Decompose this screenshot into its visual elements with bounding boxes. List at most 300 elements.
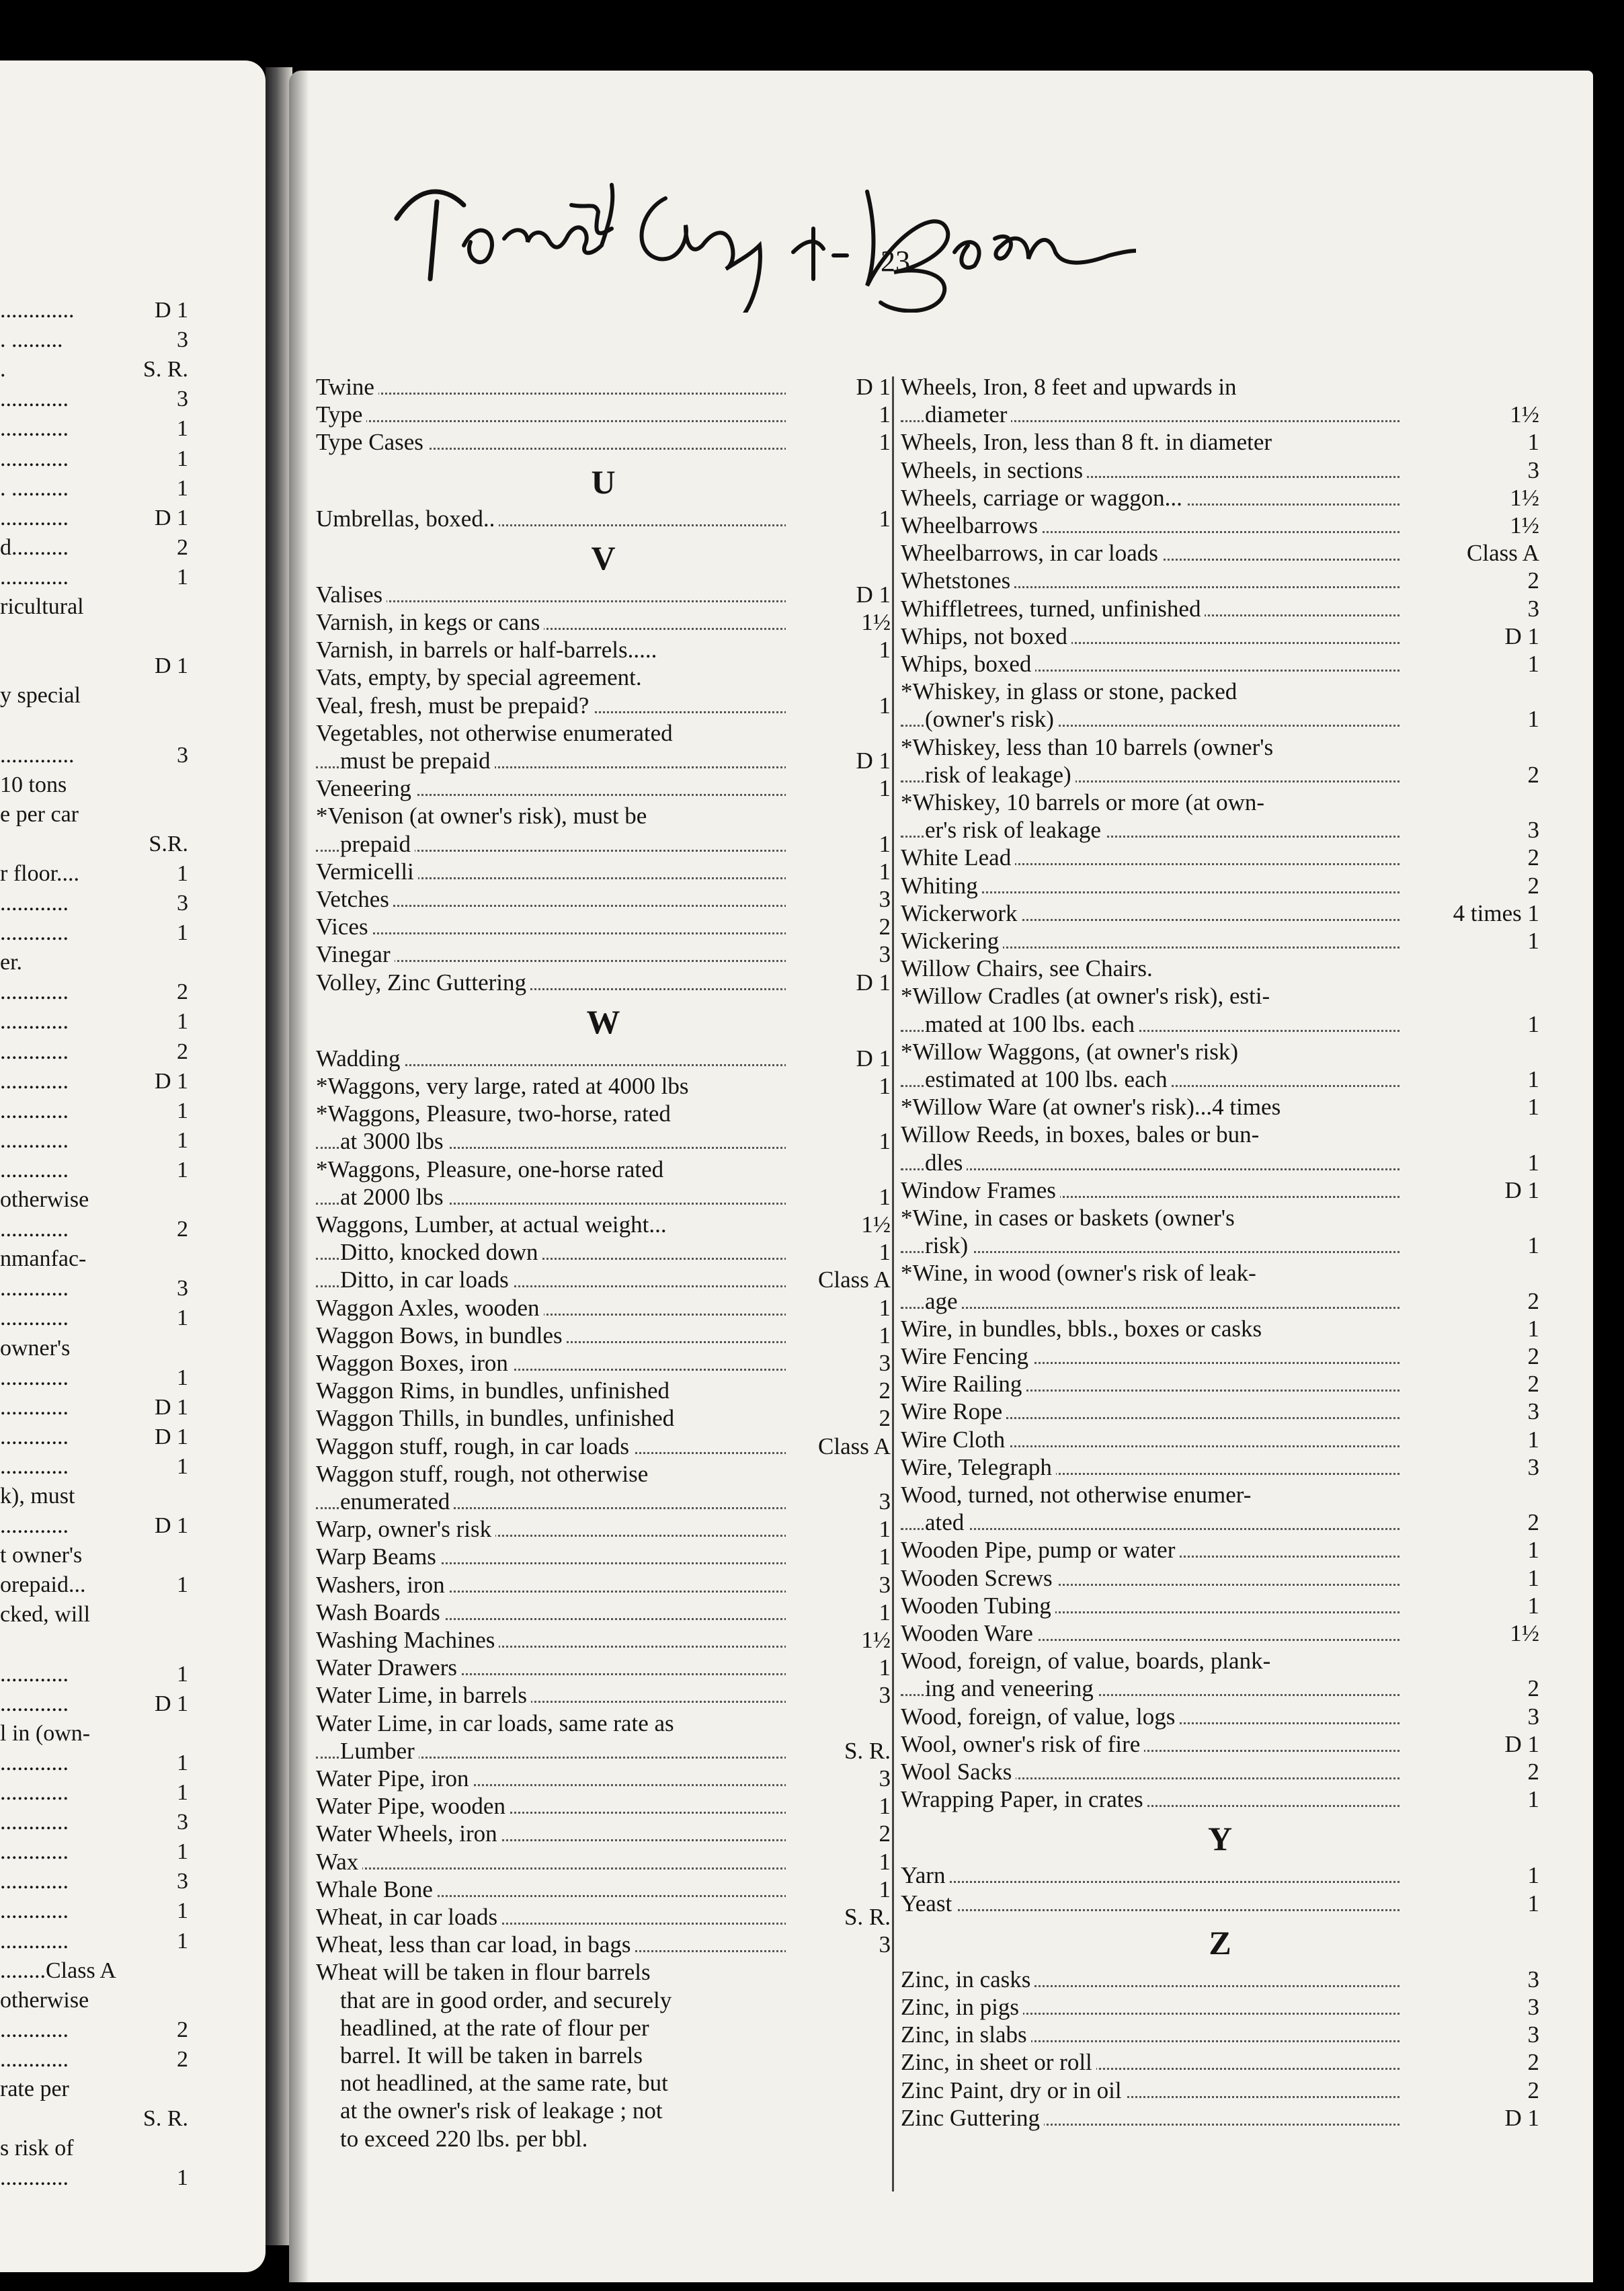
index-entry xyxy=(901,899,1539,928)
entry-text: Wooden Screws xyxy=(901,1564,1057,1593)
entry-text: to exceed 220 lbs. per bbl. xyxy=(340,2125,592,2153)
entry-text: mated at 100 lbs. each xyxy=(925,1010,1139,1039)
entry-text: Whetstones xyxy=(901,567,1014,595)
entry-class: 2 xyxy=(1401,761,1539,789)
left-fragment-value: S.R. xyxy=(149,831,188,856)
entry-class: 1½ xyxy=(786,608,891,637)
left-fragment-text: er. xyxy=(0,950,23,975)
entry-text: that are in good order, and securely xyxy=(340,1986,676,2015)
entry-text: *Venison (at owner's risk), must be xyxy=(316,802,651,830)
left-fragment-text: ............ xyxy=(0,891,69,916)
entry-class: 1½ xyxy=(1401,401,1539,429)
index-entry xyxy=(316,747,891,775)
index-entry xyxy=(316,1986,891,2015)
index-entry xyxy=(901,2104,1539,2132)
entry-class: D 1 xyxy=(786,581,891,609)
left-fragment-value: 3 xyxy=(177,891,188,916)
entry-text: Waggons, Lumber, at actual weight... xyxy=(316,1211,671,1239)
left-fragment-text: y special xyxy=(0,683,81,709)
entry-text: Whiting xyxy=(901,872,982,900)
index-entry xyxy=(316,1571,891,1599)
entry-class: D 1 xyxy=(786,969,891,997)
entry-class: 3 xyxy=(1401,1453,1539,1482)
entry-class: 2 xyxy=(786,1377,891,1405)
entry-text: Whale Bone xyxy=(316,1876,437,1904)
left-fragment-value: 1 xyxy=(177,1780,188,1805)
entry-text: Zinc, in sheet or roll xyxy=(901,2048,1096,2077)
left-fragment-row xyxy=(0,504,195,533)
entry-text: Wheels, Iron, 8 feet and upwards in xyxy=(901,373,1241,401)
index-entry xyxy=(901,1481,1539,1509)
index-entry xyxy=(316,2069,891,2097)
entry-text: Vats, empty, by special agreement. xyxy=(316,664,646,692)
left-fragment-row xyxy=(0,2075,195,2104)
entry-text: Wood, foreign, of value, boards, plank- xyxy=(901,1647,1274,1675)
entry-text: *Waggons, Pleasure, one-horse rated xyxy=(316,1156,667,1184)
entry-text: *Wine, in wood (owner's risk of leak- xyxy=(901,1259,1260,1287)
left-fragment-row xyxy=(0,1274,195,1303)
section-letter: Z xyxy=(1209,1923,1231,1962)
left-fragment-row xyxy=(0,1452,195,1482)
entry-class: D 1 xyxy=(1401,622,1539,651)
entry-class: 2 xyxy=(1401,1342,1539,1371)
index-entry xyxy=(901,2048,1539,2077)
left-fragment-value: 2 xyxy=(177,2046,188,2072)
left-fragment-row xyxy=(0,1422,195,1452)
left-fragment-row xyxy=(0,1037,195,1067)
index-entry xyxy=(901,1204,1539,1232)
left-fragment-value: D 1 xyxy=(154,653,188,679)
left-fragment-text: ............ xyxy=(0,1039,69,1064)
entry-class: 3 xyxy=(1401,1703,1539,1731)
entry-text: at 2000 lbs xyxy=(340,1183,448,1211)
entry-text: ing and veneering xyxy=(925,1675,1098,1703)
left-fragment-text: ............ xyxy=(0,2165,69,2191)
left-fragment-value: 1 xyxy=(177,475,188,501)
index-entry xyxy=(901,1564,1539,1593)
left-fragment-value: 1 xyxy=(177,1750,188,1775)
index-entry xyxy=(901,733,1539,762)
left-fragment-text: ............ xyxy=(0,1365,69,1390)
left-fragment-value: 1 xyxy=(177,920,188,946)
left-fragment-text: ............ xyxy=(0,920,69,946)
index-entry xyxy=(901,1259,1539,1287)
entry-class: D 1 xyxy=(1401,2104,1539,2132)
entry-class: 1 xyxy=(1401,650,1539,678)
index-entry xyxy=(901,844,1539,872)
entry-text: Wooden Ware xyxy=(901,1619,1037,1648)
entry-class: D 1 xyxy=(1401,1176,1539,1205)
entry-class: 3 xyxy=(786,1931,891,1959)
index-entry xyxy=(901,1993,1539,2021)
entry-class: 1 xyxy=(786,1848,891,1876)
left-fragment-text: ............ xyxy=(0,1810,69,1835)
index-entry xyxy=(901,595,1539,623)
index-entry xyxy=(901,761,1539,789)
left-fragment-text: ............ xyxy=(0,1424,69,1449)
index-entry xyxy=(316,1488,891,1516)
book-gutter xyxy=(266,67,292,2245)
entry-class: 3 xyxy=(786,1488,891,1516)
left-fragment-row xyxy=(0,533,195,563)
left-fragment-text: ............ xyxy=(0,1453,69,1479)
entry-text: Wheels, Iron, less than 8 ft. in diameter xyxy=(901,428,1276,456)
entry-class: 1½ xyxy=(1401,1619,1539,1648)
entry-class: 3 xyxy=(786,885,891,914)
left-fragment-value: 1 xyxy=(177,1661,188,1687)
entry-class: 1 xyxy=(786,830,891,858)
entry-class: D 1 xyxy=(786,747,891,775)
index-entry xyxy=(316,1626,891,1654)
entry-text: risk) xyxy=(925,1232,972,1260)
entry-text: Zinc, in pigs xyxy=(901,1993,1023,2021)
entry-class: 3 xyxy=(1401,456,1539,485)
left-fragment-value: D 1 xyxy=(154,1394,188,1420)
left-fragment-text: . xyxy=(0,357,6,383)
entry-class: 3 xyxy=(1401,2021,1539,2049)
entry-class: 1 xyxy=(786,1183,891,1211)
left-fragment-text: cked, will xyxy=(0,1602,91,1627)
index-entry xyxy=(316,1183,891,1211)
index-entry xyxy=(901,622,1539,651)
entry-class: 3 xyxy=(786,1765,891,1793)
left-fragment-row xyxy=(0,1986,195,2015)
entry-class: 4 times 1 xyxy=(1401,899,1539,928)
entry-text: Wickering xyxy=(901,927,1003,955)
left-fragment-value: 1 xyxy=(177,1898,188,1924)
entry-text: headlined, at the rate of flour per xyxy=(340,2014,653,2042)
entry-text: Zinc, in casks xyxy=(901,1966,1034,1994)
entry-text: Wire Cloth xyxy=(901,1426,1009,1454)
entry-text: dles xyxy=(925,1149,967,1177)
left-fragment-text: e per car xyxy=(0,801,79,827)
left-fragment-value: 1 xyxy=(177,1839,188,1865)
entry-class: Class A xyxy=(786,1266,891,1294)
entry-class: 1 xyxy=(786,505,891,533)
index-entry xyxy=(316,1876,891,1904)
entry-class: 2 xyxy=(786,1820,891,1848)
entry-text: (owner's risk) xyxy=(925,705,1058,733)
entry-text: Varnish, in kegs or cans xyxy=(316,608,544,637)
left-fragment-text: otherwise xyxy=(0,1187,89,1212)
entry-class: 1 xyxy=(786,401,891,429)
left-fragment-row xyxy=(0,1482,195,1511)
index-entry xyxy=(316,969,891,997)
left-fragment-row xyxy=(0,1808,195,1837)
index-entry xyxy=(316,1820,891,1848)
index-entry xyxy=(901,1536,1539,1564)
left-fragment-value: 3 xyxy=(177,327,188,353)
index-entry xyxy=(901,1149,1539,1177)
left-fragment-value: 2 xyxy=(177,534,188,560)
entry-text: Waggon Axles, wooden xyxy=(316,1294,544,1322)
entry-text: Wood, foreign, of value, logs xyxy=(901,1703,1179,1731)
left-fragment-row xyxy=(0,1156,195,1185)
index-entry xyxy=(901,1121,1539,1149)
entry-text: Water Lime, in barrels xyxy=(316,1681,531,1710)
index-entry xyxy=(316,1349,891,1377)
entry-class: 1 xyxy=(1401,1785,1539,1814)
index-entry xyxy=(901,1785,1539,1814)
index-entry xyxy=(901,650,1539,678)
left-fragment-text: ............ xyxy=(0,1305,69,1331)
left-fragment-value: 1 xyxy=(177,1127,188,1153)
dot-leader xyxy=(316,420,844,422)
dot-leader xyxy=(316,932,844,934)
left-fragment-text: ............ xyxy=(0,2017,69,2042)
left-fragment-row xyxy=(0,1630,195,1660)
entry-text: *Willow Cradles (at owner's risk), esti- xyxy=(901,982,1274,1010)
index-entry xyxy=(901,1010,1539,1039)
entry-text: at 3000 lbs xyxy=(340,1127,448,1156)
entry-text: Wash Boards xyxy=(316,1599,444,1627)
left-fragment-value: 1 xyxy=(177,1453,188,1479)
entry-text: Wire, Telegraph xyxy=(901,1453,1056,1482)
entry-class: S. R. xyxy=(786,1903,891,1931)
entry-text: Wire Fencing xyxy=(901,1342,1032,1371)
entry-class: 1 xyxy=(786,1515,891,1543)
dot-leader xyxy=(901,1881,1486,1883)
left-fragment-value: 2 xyxy=(177,2017,188,2042)
left-fragment-text: d.......... xyxy=(0,534,69,560)
left-fragment-text: ............ xyxy=(0,1750,69,1775)
index-entry xyxy=(901,1966,1539,1994)
left-fragment-row xyxy=(0,1303,195,1333)
entry-class: 1 xyxy=(1401,1536,1539,1564)
entry-text: not headlined, at the same rate, but xyxy=(340,2069,672,2097)
entry-text: Water Wheels, iron xyxy=(316,1820,501,1848)
left-fragment-text: r floor.... xyxy=(0,860,80,886)
entry-class: 1 xyxy=(1401,1564,1539,1593)
entry-class: 1 xyxy=(786,1072,891,1100)
entry-text: Zinc Paint, dry or in oil xyxy=(901,2077,1126,2105)
entry-text: Vinegar xyxy=(316,940,395,969)
entry-text: Wickerwork xyxy=(901,899,1022,928)
entry-class: 1½ xyxy=(1401,484,1539,512)
entry-class: 1 xyxy=(786,1876,891,1904)
index-entry xyxy=(901,1398,1539,1426)
left-fragment-value: S. R. xyxy=(143,357,188,383)
left-fragment-row xyxy=(0,2163,195,2193)
index-entry xyxy=(901,1703,1539,1731)
index-entry xyxy=(316,373,891,401)
index-entry xyxy=(316,2014,891,2042)
entry-text: Wheels, in sections xyxy=(901,456,1087,485)
index-entry xyxy=(316,1737,891,1765)
index-entry xyxy=(316,1294,891,1322)
index-entry xyxy=(901,1232,1539,1260)
left-fragment-value: 1 xyxy=(177,1009,188,1035)
left-fragment-row xyxy=(0,1689,195,1719)
dot-leader xyxy=(901,1307,1486,1309)
entry-class: 2 xyxy=(1401,1287,1539,1316)
entry-text: Whiffletrees, turned, unfinished xyxy=(901,595,1205,623)
index-entry xyxy=(901,1890,1539,1918)
left-fragment-value: S. R. xyxy=(143,2106,188,2132)
index-entry xyxy=(316,1156,891,1184)
entry-class: 1 xyxy=(1401,1093,1539,1121)
left-fragment-text: ............ xyxy=(0,1068,69,1094)
index-entry xyxy=(901,1093,1539,1121)
left-fragment-row xyxy=(0,977,195,1007)
entry-text: Waggon stuff, rough, in car loads xyxy=(316,1433,633,1461)
entry-text: Wax xyxy=(316,1848,362,1876)
entry-class: 1 xyxy=(786,1322,891,1350)
index-entry xyxy=(316,1266,891,1294)
left-fragment-text: ............ xyxy=(0,1691,69,1716)
left-fragment-value: 3 xyxy=(177,1869,188,1894)
entry-text: Warp Beams xyxy=(316,1543,440,1571)
left-fragment-value: 1 xyxy=(177,860,188,886)
left-fragment-row xyxy=(0,1393,195,1422)
index-entry xyxy=(901,1315,1539,1343)
entry-class: 1 xyxy=(1401,705,1539,733)
entry-text: at the owner's risk of leakage ; not xyxy=(340,2097,667,2125)
left-fragment-row xyxy=(0,889,195,918)
entry-text: Vetches xyxy=(316,885,393,914)
entry-class: 1 xyxy=(786,858,891,886)
index-entry xyxy=(316,1903,891,1931)
index-entry xyxy=(316,1515,891,1543)
dot-leader xyxy=(316,1867,844,1870)
left-fragment-row xyxy=(0,859,195,889)
left-fragment-row xyxy=(0,1511,195,1541)
entry-class: 1 xyxy=(786,636,891,664)
left-fragment-text: ............ xyxy=(0,1098,69,1123)
entry-text: Yeast xyxy=(901,1890,956,1918)
left-fragment-text: ............. xyxy=(0,742,75,768)
section-letter: V xyxy=(591,538,616,577)
left-fragment-value: 1 xyxy=(177,1098,188,1123)
left-fragment-text: ricultural xyxy=(0,594,84,619)
entry-class: 2 xyxy=(1401,2077,1539,2105)
index-entry xyxy=(316,2042,891,2070)
entry-text: Waggon Bows, in bundles xyxy=(316,1322,567,1350)
entry-class: 1 xyxy=(1401,1010,1539,1039)
entry-text: Type Cases xyxy=(316,428,428,456)
entry-text: Willow Chairs, see Chairs. xyxy=(901,955,1157,983)
entry-text: Vegetables, not otherwise enumerated xyxy=(316,719,677,748)
index-entry xyxy=(901,927,1539,955)
left-fragment-text: s risk of xyxy=(0,2136,74,2161)
left-fragment-row xyxy=(0,681,195,711)
left-fragment-text: 10 tons xyxy=(0,772,67,797)
left-fragment-text: . .......... xyxy=(0,475,69,501)
left-fragment-value: 2 xyxy=(177,1039,188,1064)
entry-class: 2 xyxy=(1401,1758,1539,1786)
entry-text: Veal, fresh, must be prepaid? xyxy=(316,692,593,720)
left-fragment-value: 3 xyxy=(177,1810,188,1835)
left-fragment-value: 1 xyxy=(177,564,188,590)
index-entry xyxy=(316,608,891,637)
left-fragment-text: ............ xyxy=(0,1513,69,1539)
index-entry xyxy=(316,428,891,456)
entry-text: Whips, boxed xyxy=(901,650,1035,678)
left-fragment-text: ............. xyxy=(0,298,75,323)
entry-class: 2 xyxy=(1401,844,1539,872)
left-fragment-text: ............ xyxy=(0,1661,69,1687)
entry-class: 1 xyxy=(1401,1066,1539,1094)
entry-text: Ditto, knocked down xyxy=(340,1238,542,1267)
left-fragment-row xyxy=(0,1896,195,1926)
entry-text: Ditto, in car loads xyxy=(340,1266,513,1294)
index-entry xyxy=(901,1342,1539,1371)
index-entry xyxy=(901,428,1539,456)
index-entry xyxy=(901,484,1539,512)
left-fragment-value: 1 xyxy=(177,1572,188,1598)
index-entry xyxy=(316,1404,891,1433)
index-entry xyxy=(901,1730,1539,1759)
index-entry xyxy=(316,1848,891,1876)
index-entry xyxy=(901,1426,1539,1454)
left-fragment-text: t owner's xyxy=(0,1543,83,1568)
left-fragment-row xyxy=(0,1215,195,1244)
index-entry xyxy=(316,1127,891,1156)
left-fragment-row xyxy=(0,1867,195,1896)
left-fragment-row xyxy=(0,1956,195,1986)
left-fragment-value: D 1 xyxy=(154,1424,188,1449)
left-fragment-row xyxy=(0,1660,195,1689)
entry-class: 1 xyxy=(1401,1890,1539,1918)
index-entry xyxy=(316,636,891,664)
page-number: 23 xyxy=(881,245,910,278)
index-entry xyxy=(901,512,1539,540)
dot-leader xyxy=(316,960,844,962)
entry-text: Zinc Guttering xyxy=(901,2104,1044,2132)
left-fragment-row xyxy=(0,355,195,385)
left-fragment-row xyxy=(0,414,195,444)
entry-text: Type xyxy=(316,401,366,429)
index-entry xyxy=(901,1066,1539,1094)
entry-class: D 1 xyxy=(786,1045,891,1073)
index-entry xyxy=(316,1433,891,1461)
entry-class: 2 xyxy=(786,1404,891,1433)
index-entry xyxy=(316,692,891,720)
index-entry xyxy=(316,802,891,830)
entry-class: D 1 xyxy=(786,373,891,401)
section-letter: W xyxy=(586,1002,620,1041)
entry-text: Waggon stuff, rough, not otherwise xyxy=(316,1460,652,1488)
entry-text: Washers, iron xyxy=(316,1571,449,1599)
left-fragment-value: 1 xyxy=(177,1928,188,1954)
entry-text: Twine xyxy=(316,373,378,401)
left-fragment-text: ............ xyxy=(0,1009,69,1035)
entry-class: 1 xyxy=(786,1238,891,1267)
entry-text: Zinc, in slabs xyxy=(901,2021,1031,2049)
page-23 xyxy=(289,71,1593,2282)
left-fragment-row xyxy=(0,622,195,651)
index-entry xyxy=(316,401,891,429)
left-fragment-row xyxy=(0,474,195,504)
index-entry xyxy=(316,1072,891,1100)
entry-text: Washing Machines xyxy=(316,1626,499,1654)
entry-text: White Lead xyxy=(901,844,1015,872)
left-fragment-text: k), must xyxy=(0,1484,75,1509)
entry-class: 3 xyxy=(786,1571,891,1599)
index-entry xyxy=(316,858,891,886)
index-entry xyxy=(901,1592,1539,1620)
index-entry xyxy=(316,774,891,803)
left-fragment-text: nmanfac- xyxy=(0,1246,87,1272)
left-fragment-text: ............ xyxy=(0,446,69,471)
entry-text: Wheat will be taken in flour barrels xyxy=(316,1958,655,1986)
index-entry xyxy=(316,581,891,609)
entry-text: Wheelbarrows xyxy=(901,512,1042,540)
left-fragment-row xyxy=(0,2134,195,2163)
entry-text: Whips, not boxed xyxy=(901,622,1071,651)
left-fragment-row xyxy=(0,651,195,681)
index-entry xyxy=(901,2021,1539,2049)
